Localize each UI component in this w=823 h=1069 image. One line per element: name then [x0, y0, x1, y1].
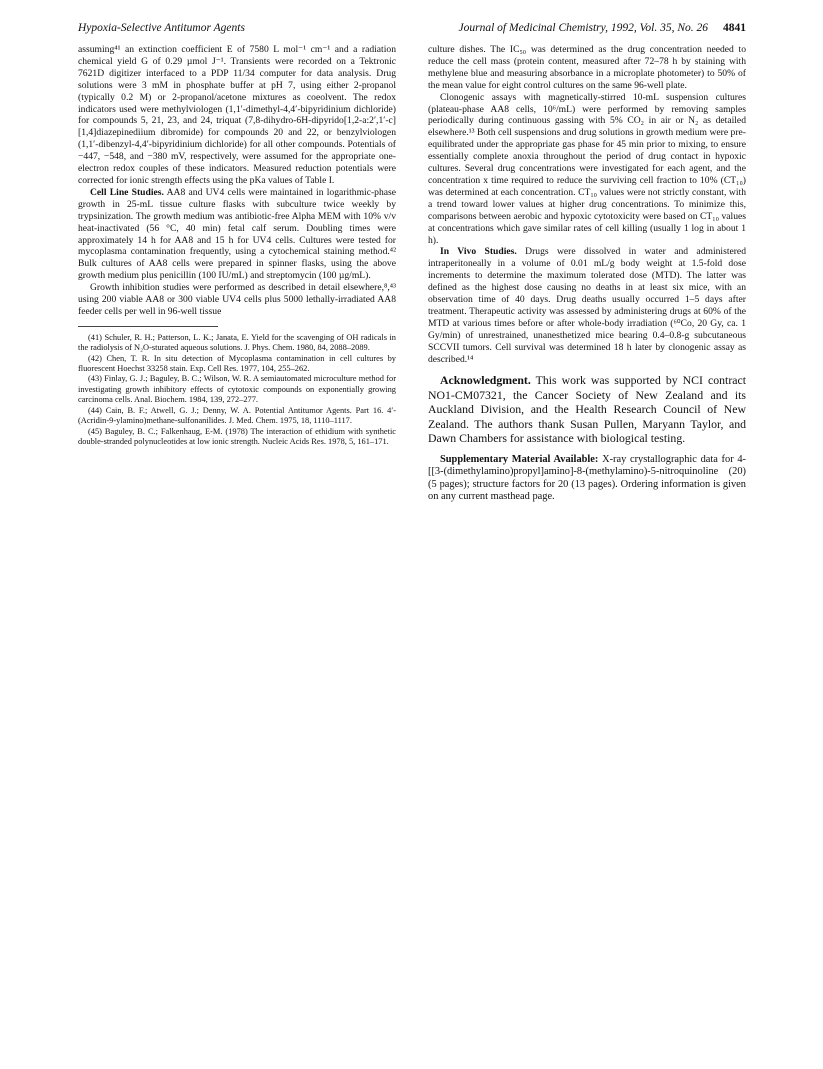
page-number: 4841	[723, 22, 746, 34]
acknowledgment-text: This work was supported by NCI contract NO1-CM07321, the Cancer Society of New Zealand and its Auckland Division, and the Health Research Council of New Zealand. The authors thank Susan Pullen, Maryann Taylor, and Dawn Chambers for assistance with biological testing.	[428, 373, 746, 446]
paragraph-text: Drugs were dissolved in water and administered intraperitoneally in a volume of 0.01 mL/g body weight at 1.5-fold dose increments to determine the maximum tolerated dose (MTD). The latter was defined as the highest dose causing no deaths in at least six mice, with an observation time of 40 days. Drug deaths usually occurred 1–5 days after treatment. Therapeutic activity was assessed by administering drugs at 60% of the MTD at various times before or after whole-body irradiation (⁶⁰Co, 20 Gy, ca. 1 Gy/min) of unrestrained, unanesthetized mice bearing 0.4–0.8-g subcutaneous SCCVII tumors. Cell survival was determined 18 h later by clonogenic assay as described.¹⁴	[428, 246, 746, 365]
paragraph-text: AA8 and UV4 cells were maintained in logarithmic-phase growth in 25-mL tissue culture flasks with subculture twice weekly by trypsinization. The growth medium was antibiotic-free Alpha MEM with 10% v/v heat-inactivated (56 °C, 40 min) fetal calf serum. Doubling times were approximately 14 h for AA8 and 15 h for UV4 cells. Cultures were tested for mycoplasma contamination frequently, using a cytochemical staining method.⁴² Bulk cultures of AA8 cells were prepared in spinner flasks, using the above growth medium plus penicillin (100 IU/mL) and streptomycin (100 µg/mL).	[78, 186, 396, 282]
reference-list	[78, 333, 396, 447]
paragraph-cell-line-studies	[78, 187, 396, 282]
reference-42: (42) Chen, T. R. In situ detection of Mycoplasma contamination in cell cultures by fluorescent Hoechst 33258 stain. Exp. Cell Res. 1977, 104, 255–262.	[78, 353, 396, 374]
paragraph-redox-methods: assuming⁴¹ an extinction coefficient E of 7580 L mol⁻¹ cm⁻¹ and a radiation chemical yield G of 0.29 µmol J⁻¹. Transients were recorded on a Tektronic 7621D digitizer interfaced to a PDP 11/34 computer for data analysis. Drug solutions were 3 mM in phosphate buffer at pH 7, using either 2-propanol (typically 0.2 M) or 2-propanol/acetone mixtures as coeolvent. The redox indicators used were methylviologen (1,1′-dimethyl-4,4′-bipyridinium dichloride) for compounds 5, 21, 23, and 24, triquat (7,8-dihydro-6H-dipyrido[1,2-a:2′,1′-c][1,4]diazepinediium dibromide) for compounds 20 and 22, or benzylviologen (1,1′-dibenzyl-4,4′-bipyridinium dichloride) for all other compounds. Potentials of −447, −548, and −380 mV, respectively, were assumed for the appropriate one-electron redox couples of these indicators. Measured reduction potentials were corrected for ionic strength effects using the pKa values of Table I.	[78, 44, 396, 186]
paragraph-culture-dishes: culture dishes. The IC₅₀ was determined as the drug concentration needed to reduce the cell mass (protein content, measured after 72–78 h by staining with methylene blue and measuring absorbance in a microplate photometer) to 50% of the mean value for eight control cultures on the same 96-well plate.	[428, 44, 746, 91]
footnote-divider	[78, 326, 218, 327]
journal-citation: Journal of Medicinal Chemistry, 1992, Vol. 35, No. 26	[458, 22, 708, 34]
supplementary-text: X-ray crystallographic data for 4-[[3-(dimethylamino)propyl]amino]-8-(methylamino)-5-nitroquinoline (20) (5 pages); structure factors for 20 (13 pages). Ordering information is given on any current masthead page.	[428, 453, 746, 503]
reference-43: (43) Finlay, G. J.; Baguley, B. C.; Wilson, W. R. A semiautomated microculture method for investigating growth inhibitory effects of cytotoxic compounds on exponentially growing carcinoma cells. Anal. Biochem. 1984, 139, 272–277.	[78, 374, 396, 405]
section-heading-in-vivo: In Vivo Studies.	[440, 246, 517, 258]
right-column	[428, 44, 746, 504]
running-title: Hypoxia-Selective Antitumor Agents	[78, 22, 245, 34]
paragraph-clonogenic-assays: Clonogenic assays with magnetically-stirred 10-mL suspension cultures (plateau-phase AA8 cells, 10⁶/mL) were performed by removing samples periodically during continuous gassing with 5% CO₂ in air or N₂ as detailed elsewhere.¹³ Both cell suspensions and drug solutions in growth medium were pre-equilibrated under the appropriate gas phase for 45 min prior to mixing, to ensure essentially complete anoxia throughout the period of drug contact in hypoxic cultures. Several drug concentrations were investigated for each agent, and the concentration x time required to reduce the surviving cell fraction to 10% (CT₁₀) was determined at each concentration. CT₁₀ values were not strictly constant, with a trend toward lower values at higher drug concentrations. To minimize this, comparisons between aerobic and hypoxic cytotoxicity were based on CT₁₀ values at concentrations which gave similar rates of cell killing (usually 1 log in about 1 h).	[428, 91, 746, 246]
section-heading-cell-line: Cell Line Studies.	[90, 186, 164, 198]
acknowledgment-heading: Acknowledgment.	[440, 373, 531, 388]
reference-44: (44) Cain, B. F.; Atwell, G. J.; Denny, W. A. Potential Antitumor Agents. Part 16. 4′-(Acridin-9-ylamino)methane-sulfonanilides. J. Med. Chem. 1975, 18, 1110–1117.	[78, 405, 396, 426]
paragraph-in-vivo-studies	[428, 246, 746, 365]
supplementary-heading: Supplementary Material Available:	[440, 453, 599, 465]
acknowledgment	[428, 373, 746, 445]
running-header	[78, 22, 746, 38]
reference-41: (41) Schuler, R. H.; Patterson, L. K.; Janata, E. Yield for the scavenging of OH radicals in the radiolysis of N₂O-sturated aqueous solutions. J. Phys. Chem. 1980, 84, 2088–2089.	[78, 332, 396, 353]
supplementary-material	[428, 454, 746, 504]
paragraph-growth-inhibition: Growth inhibition studies were performed as described in detail elsewhere,⁸,⁴³ using 200 viable AA8 or 300 viable UV4 cells plus 5000 lethally-irradiated AA8 feeder cells per well in 96-well tissue	[78, 282, 396, 317]
left-column	[78, 44, 396, 447]
reference-45: (45) Baguley, B. C.; Falkenhaug, E-M. (1978) The interaction of ethidium with synthetic double-stranded polynucleotides at low ionic strength. Nucleic Acids Res. 1978, 5, 161–171.	[78, 426, 396, 446]
